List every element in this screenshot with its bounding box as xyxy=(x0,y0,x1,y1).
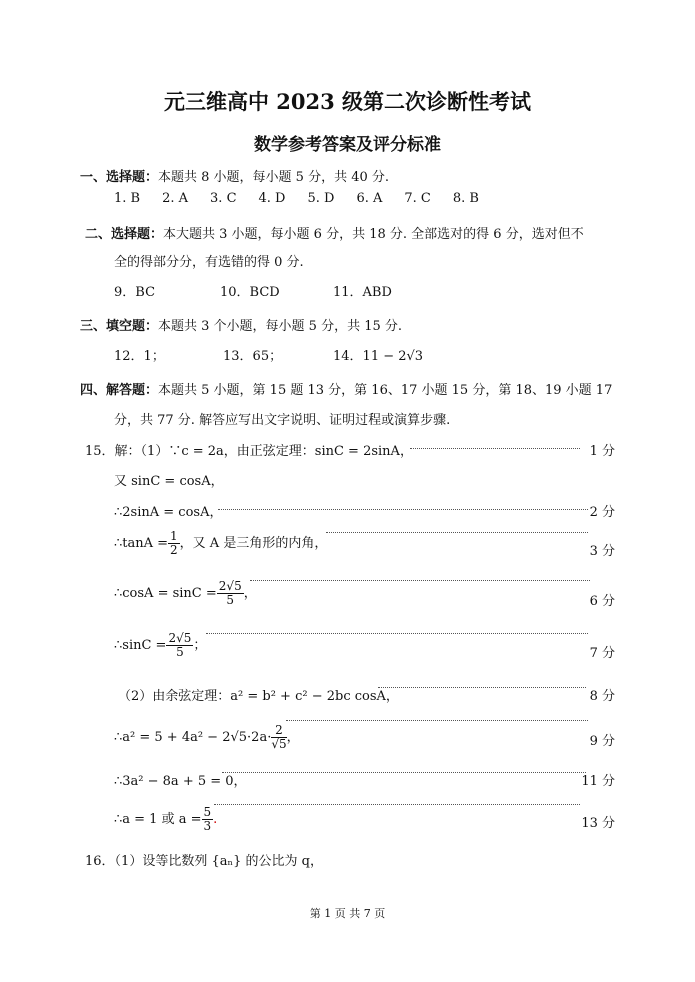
score: 2 分 xyxy=(589,505,615,520)
score: 8 分 xyxy=(589,689,615,704)
answer: 12．1； xyxy=(114,349,165,364)
denominator: √5 xyxy=(271,737,287,751)
text: ∴sinC = xyxy=(114,638,167,653)
fraction xyxy=(202,806,214,833)
text: ，又 A 是三角形的内角， xyxy=(179,536,328,551)
section-label: 一、选择题： xyxy=(80,170,159,185)
fraction xyxy=(166,632,193,659)
solution-line: 15．解：（1）∵c = 2a，由正弦定理：sinC = 2sinA， xyxy=(85,444,413,459)
dot-leader xyxy=(286,720,588,721)
score: 13 分 xyxy=(581,816,615,831)
section-4-heading xyxy=(80,379,612,398)
section-label: 三、填空题： xyxy=(80,319,159,334)
answer: 6. A xyxy=(356,191,383,206)
text: ； xyxy=(193,638,207,653)
numerator: 2 xyxy=(271,724,286,738)
section-label: 四、解答题： xyxy=(80,383,159,398)
solution-line: ∴2sinA = cosA， xyxy=(114,505,223,520)
text: ∴cosA = sinC = xyxy=(114,586,217,601)
dot-leader xyxy=(222,772,586,773)
answer: 3. C xyxy=(210,191,237,206)
section-1-heading xyxy=(80,166,389,185)
dot-leader xyxy=(214,804,580,805)
numerator: 2√5 xyxy=(218,579,242,593)
dot-leader xyxy=(218,509,588,510)
text: ∴tanA = xyxy=(114,536,169,551)
answer: 8. B xyxy=(452,191,479,206)
denominator: 2 xyxy=(170,543,178,557)
text: ， xyxy=(286,730,300,745)
solution-line xyxy=(114,580,257,607)
section-3-heading xyxy=(80,315,402,334)
solution-line: （2）由余弦定理：a² = b² + c² − 2bc cosA， xyxy=(118,689,399,704)
section-2-heading xyxy=(85,223,584,242)
text: ∴a² = 5 + 4a² − 2√5·2a· xyxy=(114,730,272,745)
section-desc-cont: 分，共 77 分. 解答应写出文字说明、证明过程或演算步骤. xyxy=(114,413,451,428)
text: ∴a = 1 或 a = xyxy=(114,812,202,827)
numerator: 2√5 xyxy=(168,631,192,645)
solution-line xyxy=(114,724,300,751)
text: . xyxy=(213,812,218,827)
section-label: 二、选择题： xyxy=(85,227,164,242)
score: 7 分 xyxy=(589,646,615,661)
section-desc-cont: 全的得部分分，有选错的得 0 分. xyxy=(114,255,304,270)
solution-line xyxy=(114,530,327,557)
denominator: 5 xyxy=(176,645,184,659)
dot-leader xyxy=(250,580,590,581)
dot-leader xyxy=(378,687,586,688)
denominator: 3 xyxy=(203,819,212,833)
answer: 2. A xyxy=(162,191,189,206)
answer: 10．BCD xyxy=(220,285,280,300)
solution-line xyxy=(114,806,217,833)
section-desc: 本大题共 3 小题，每小题 6 分，共 18 分. 全部选对的得 6 分，选对但不 xyxy=(163,227,584,242)
fraction xyxy=(168,530,180,557)
section-desc: 本题共 8 小题，每小题 5 分，共 40 分. xyxy=(158,170,390,185)
section-desc: 本题共 3 个小题，每小题 5 分，共 15 分. xyxy=(158,319,403,334)
numerator: 5 xyxy=(203,805,212,819)
answer: 4. D xyxy=(258,191,286,206)
answer: 11．ABD xyxy=(333,285,392,300)
dot-leader xyxy=(410,448,580,449)
section-desc: 本题共 5 小题，第 15 题 13 分，第 16、17 小题 15 分，第 18、19 小题 17 xyxy=(158,383,613,398)
solution-line xyxy=(114,632,206,659)
doc-subtitle: 数学参考答案及评分标准 xyxy=(254,135,441,155)
answer: 5. D xyxy=(307,191,335,206)
text: ， xyxy=(243,586,257,601)
denominator: 5 xyxy=(226,593,235,607)
score: 3 分 xyxy=(589,544,615,559)
doc-title: 元三维高中 2023 级第二次诊断性考试 xyxy=(163,89,532,114)
solution-line: 16．（1）设等比数列 {aₙ} 的公比为 q， xyxy=(85,854,323,869)
answer: 9．BC xyxy=(114,285,156,300)
numerator: 1 xyxy=(170,529,178,543)
section-1-answers xyxy=(114,191,479,206)
page-footer: 第 1 页 共 7 页 xyxy=(309,907,386,920)
answer: 13．65； xyxy=(223,349,283,364)
solution-line: ∴3a² − 8a + 5 = 0， xyxy=(114,774,247,789)
fraction xyxy=(217,580,244,607)
dot-leader xyxy=(206,633,588,634)
answer: 7. C xyxy=(404,191,431,206)
answer: 14．11 − 2√3 xyxy=(333,349,424,364)
score: 9 分 xyxy=(589,734,615,749)
score: 11 分 xyxy=(581,774,615,789)
fraction xyxy=(271,724,286,751)
score: 1 分 xyxy=(589,444,615,459)
score: 6 分 xyxy=(589,594,615,609)
answer: 1. B xyxy=(114,191,141,206)
dot-leader xyxy=(326,532,588,533)
solution-line: 又 sinC = cosA， xyxy=(114,474,224,489)
